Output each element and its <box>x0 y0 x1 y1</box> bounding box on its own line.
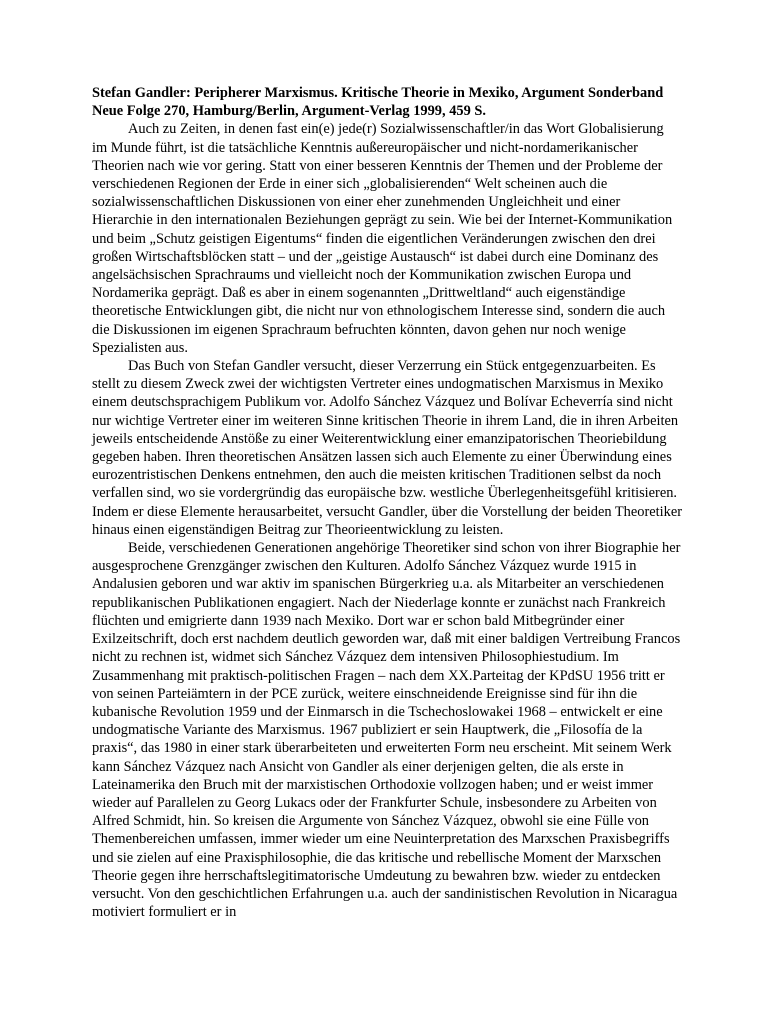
paragraph-1: Auch zu Zeiten, in denen fast ein(e) jede(r) Sozialwissenschaftler/in das Wort Globalisierung im Munde führt, ist die tatsächliche Kenntnis außereuropäischer und nicht-nordamerikanischer Theorien nach wie vor gering. Statt von einer besseren Kenntnis der Themen und der Probleme der verschiedenen Regionen der Erde in einer sich „globalisierenden“ Welt scheinen auch die sozialwissenschaftlichen Diskussionen von einer eher zunehmenden Ungleichheit und einer Hierarchie in den internationalen Beziehungen geprägt zu sein. Wie bei der Internet-Kommunikation und beim „Schutz geistigen Eigentums“ finden die eigentlichen Veränderungen zwischen den drei großen Wirtschaftsblöcken statt – und der „geistige Austausch“ ist dabei durch eine Dominanz des angelsächsischen Sprachraums und vielleicht noch der Kommunikation zwischen Europa und Nordamerika geprägt. Daß es aber in einem sogenannten „Drittweltland“ auch eigenständige theoretische Entwicklungen gibt, die nicht nur von ethnologischem Interesse sind, sondern die auch die Diskussionen im eigenen Sprachraum befruchten könnten, davon gehen nur noch wenige Spezialisten aus. <box>92 121 673 356</box>
document-page <box>92 84 682 921</box>
paragraph-3: Beide, verschiedenen Generationen angehörige Theoretiker sind schon von ihrer Biographie her ausgesprochene Grenzgänger zwischen den Kulturen. Adolfo Sánchez Vázquez wurde 1915 in Andalusien geboren und war aktiv im spanischen Bürgerkrieg u.a. als Mitarbeiter an verschiedenen republikanischen Publikationen engagiert. Nach der Niederlage konnte er zunächst nach Frankreich flüchten und emigrierte dann 1939 nach Mexiko. Dort war er schon bald Mitbegründer einer Exilzeitschrift, doch erst nachdem deutlich geworden war, daß mit einer baldigen Vertreibung Francos nicht zu rechnen ist, widmet sich Sánchez Vázquez dem intensiven Philosophiestudium. Im Zusammenhang mit praktisch-politischen Fragen – nach dem XX.Parteitag der KPdSU 1956 tritt er von seinen Parteiämtern in der PCE zurück, weitere einschneidende Ereignisse sind für ihn die kubanische Revolution 1959 und der Einmarsch in die Tschechoslowakei 1968 – entwickelt er eine undogmatische Variante des Marxismus. 1967 publiziert er sein Hauptwerk, die „Filosofía de la praxis“, das 1980 in einer stark überarbeiteten und erweiterten Form neu erscheint. Mit seinem Werk kann Sánchez Vázquez nach Ansicht von Gandler als einer derjenigen gelten, die als erste in Lateinamerika den Bruch mit der marxistischen Orthodoxie vollzogen haben; und er weist immer wieder auf Parallelen zu Georg Lukacs oder der Frankfurter Schule, insbesondere zu Arbeiten von Alfred Schmidt, hin. So kreisen die Argumente von Sánchez Vázquez, obwohl sie eine Fülle von Themenbereichen umfassen, immer wieder um eine Neuinterpretation des Marxschen Praxisbegriffs und sie zielen auf eine Praxisphilosophie, die das kritische und rebellische Moment der Marxschen Theorie gegen ihre herrschaftslegitimatorische Umdeutung zu bewahren bzw. wieder zu entdecken versucht. Von den geschichtlichen Erfahrungen u.a. auch der sandinistischen Revolution in Nicaragua motiviert formuliert er in <box>92 540 681 921</box>
paragraph-2: Das Buch von Stefan Gandler versucht, dieser Verzerrung ein Stück entgegenzuarbeiten. Es stellt zu diesem Zweck zwei der wichtigsten Vertreter eines undogmatischen Marxismus in Mexiko einem deutschsprachigem Publikum vor. Adolfo Sánchez Vázquez und Bolívar Echeverría sind nicht nur wichtige Vertreter einer im weiteren Sinne kritischen Theorie in ihrem Land, die in ihren Arbeiten jeweils entscheidende Anstöße zu einer Weiterentwicklung einer emanzipatorischen Theoriebildung gegeben haben. Ihren theoretischen Ansätzen lassen sich auch Elemente zu einer Überwindung eines eurozentristischen Denkens entnehmen, den auch die meisten kritischen Traditionen selbst da noch verfallen sind, wo sie vordergründig das europäische bzw. westliche Überlegenheitsgefühl kritisieren. Indem er diese Elemente herausarbeitet, versucht Gandler, über die Vorstellung der beiden Theoretiker hinaus einen eigenständigen Beitrag zur Theorieentwicklung zu leisten. <box>92 358 683 538</box>
review-heading: Stefan Gandler: Peripherer Marxismus. Kritische Theorie in Mexiko, Argument Sonderband Neue Folge 270, Hamburg/Berlin, Argument-Verlag 1999, 459 S. <box>92 85 664 120</box>
